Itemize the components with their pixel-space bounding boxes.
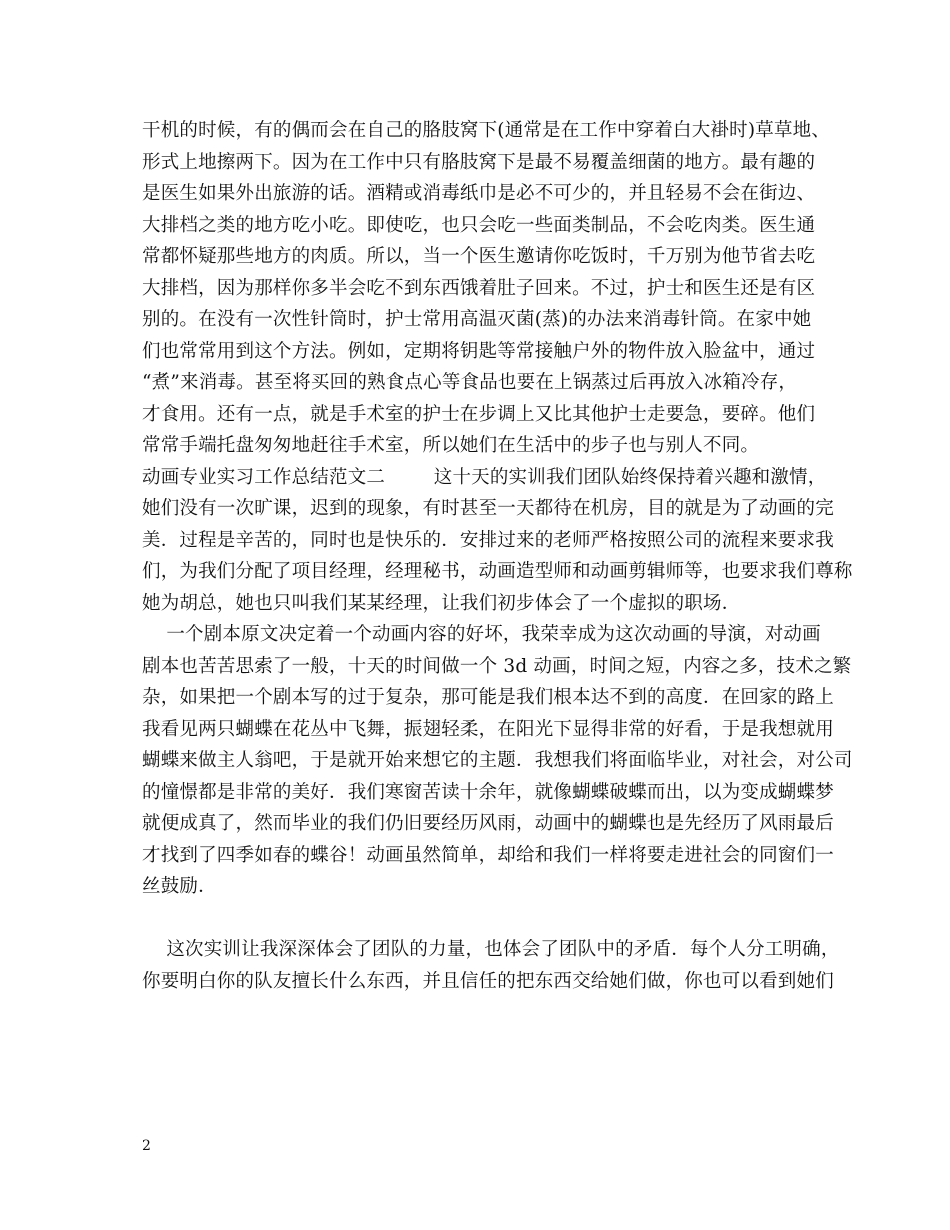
text-line: 常常手端托盘匆匆地赶往手术室，所以她们在生活中的步子也与别人不同。 [142,435,760,456]
text-line: 我看见两只蝴蝶在花丛中飞舞，振翅轻柔，在阳光下显得非常的好看，于是我想就用 [142,718,834,740]
text-line: 们，为我们分配了项目经理，经理秘书，动画造型师和动画剪辑师等，也要求我们尊称 [142,561,853,582]
text-line: 杂，如果把一个剧本写的过于复杂，那可能是我们根本达不到的高度．在回家的路上 [142,687,834,708]
text-line: 们也常常用到这个方法。例如，定期将钥匙等常接触户外的物件放入脸盆中，通过 [142,340,816,362]
text-line: 她为胡总，她也只叫我们某某经理，让我们初步体会了一个虚拟的职场． [142,592,741,614]
text-line: 蝴蝶来做主人翁吧，于是就开始来想它的主题．我想我们将面临毕业，对社会，对公司 [142,750,853,771]
text-line: 她们没有一次旷课，迟到的现象，有时甚至一天都待在机房，目的就是为了动画的完 [142,498,834,519]
text-line: 丝鼓励． [142,876,217,897]
text-line: 就便成真了，然而毕业的我们仍旧要经历风雨，动画中的蝴蝶也是先经历了风雨最后 [142,813,834,834]
text-line: 别的。在没有一次性针筒时，护士常用高温灭菌(蒸)的办法来消毒针筒。在家中她 [142,309,812,330]
text-line: 常都怀疑那些地方的肉质。所以，当一个医生邀请你吃饭时，千万别为他节省去吃 [142,246,816,267]
text-line: 一个剧本原文决定着一个动画内容的好坏，我荣幸成为这次动画的导演，对动画 [142,624,821,645]
section-heading-line: 动画专业实习工作总结范文二 这十天的实训我们团队始终保持着兴趣和激情， [142,466,827,488]
page-number: 2 [142,1138,151,1154]
text-line: 才食用。还有一点，就是手术室的护士在步调上又比其他护士走要急，要碎。他们 [142,403,816,425]
text-line: 剧本也苦苦思索了一般，十天的时间做一个 3d 动画，时间之短，内容之多，技术之繁 [142,655,852,677]
text-line: 大排档，因为那样你多半会吃不到东西饿着肚子回来。不过，护士和医生还是有区 [142,277,816,299]
text-line: 你要明白你的队友擅长什么东西，并且信任的把东西交给她们做，你也可以看到她们 [142,970,834,992]
blank-line [142,903,842,935]
text-line: 的憧憬都是非常的美好．我们寒窗苦读十余年，就像蝴蝶破蝶而出，以为变成蝴蝶梦 [142,781,834,803]
text-line: 干机的时候，有的偶而会在自己的胳肢窝下(通常是在工作中穿着白大褂时)草草地、 [142,120,831,141]
text-line: 形式上地擦两下。因为在工作中只有胳肢窝下是最不易覆盖细菌的地方。最有趣的 [142,151,816,173]
text-line: 美．过程是辛苦的，同时也是快乐的．安排过来的老师严格按照公司的流程来要求我 [142,529,834,551]
text-line: “煮”来消毒。甚至将买回的熟食点心等食品也要在上锅蒸过后再放入冰箱冷存， [142,372,798,393]
text-line: 是医生如果外出旅游的话。酒精或消毒纸巾是必不可少的，并且轻易不会在街边、 [142,183,816,204]
body-text [142,115,853,997]
text-line: 大排档之类的地方吃小吃。即使吃，也只会吃一些面类制品，不会吃肉类。医生通 [142,214,816,236]
text-line: 这次实训让我深深体会了团队的力量，也体会了团队中的矛盾．每个人分工明确， [142,939,840,960]
text-line: 才找到了四季如春的蝶谷！动画虽然简单，却给和我们一样将要走进社会的同窗们一 [142,844,834,866]
